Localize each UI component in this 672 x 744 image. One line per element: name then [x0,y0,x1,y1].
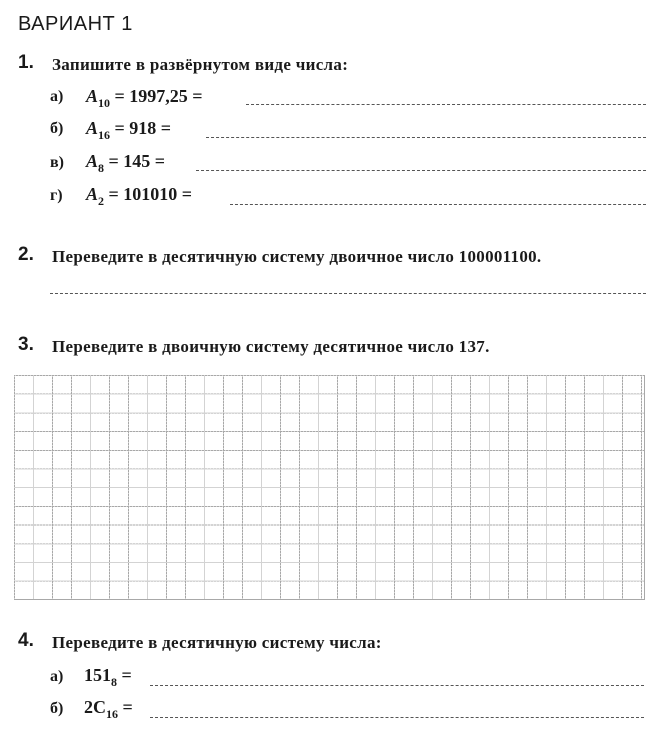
answer-line-4b[interactable] [150,717,644,718]
answer-line-1c[interactable] [196,170,646,171]
task-4-number: 4. [18,630,34,651]
variable: A [86,151,99,171]
expression-value: = 101010 = [104,184,193,204]
variable: A [86,86,99,106]
expression-value: = [117,665,132,685]
base-subscript: 2 [98,194,105,208]
task-4-item-b-label: б) [50,700,64,717]
answer-line-1b[interactable] [206,137,646,138]
task-3-number: 3. [18,334,34,355]
base-subscript: 8 [98,161,105,175]
task-2-number: 2. [18,244,34,265]
task-1-item-d-expression [86,184,192,209]
expression-value: = [118,697,133,717]
task-3-text: Переведите в двоичную систему десятичное число 137. [52,337,490,356]
expression-value: = 918 = [110,118,172,138]
expression-value: = 1997,25 = [110,86,203,106]
number: 2C [84,697,106,717]
task-1-number: 1. [18,52,34,73]
base-subscript: 16 [106,707,118,721]
task-4-text: Переведите в десятичную систему числа: [52,633,382,652]
task-1-item-d-label: г) [50,187,63,204]
answer-line-2[interactable] [50,293,646,294]
task-4-item-a-label: а) [50,668,64,685]
answer-line-4a[interactable] [150,685,644,686]
task-2-text: Переведите в десятичную систему двоичное число 100001100. [52,247,542,266]
expression-value: = 145 = [104,151,166,171]
task-1-item-b-label: б) [50,120,64,137]
number: 151 [84,665,111,685]
base-subscript: 16 [98,128,111,142]
task-1-item-a-expression [86,86,203,111]
answer-line-1d[interactable] [230,204,646,205]
task-1-item-b-expression [86,118,171,143]
task-4-item-a-expression [84,665,132,690]
base-subscript: 10 [98,96,111,110]
task-1-item-a-label: а) [50,88,64,105]
work-grid[interactable] [14,375,645,600]
base-subscript: 8 [111,675,117,689]
task-1-item-c-label: в) [50,154,64,171]
variable: A [86,184,99,204]
variant-title: ВАРИАНТ 1 [18,13,133,35]
task-1-item-c-expression [86,151,165,176]
answer-line-1a[interactable] [246,104,646,105]
task-1-text: Запишите в развёрнутом виде числа: [52,55,349,74]
variable: A [86,118,99,138]
task-4-item-b-expression [84,697,133,722]
